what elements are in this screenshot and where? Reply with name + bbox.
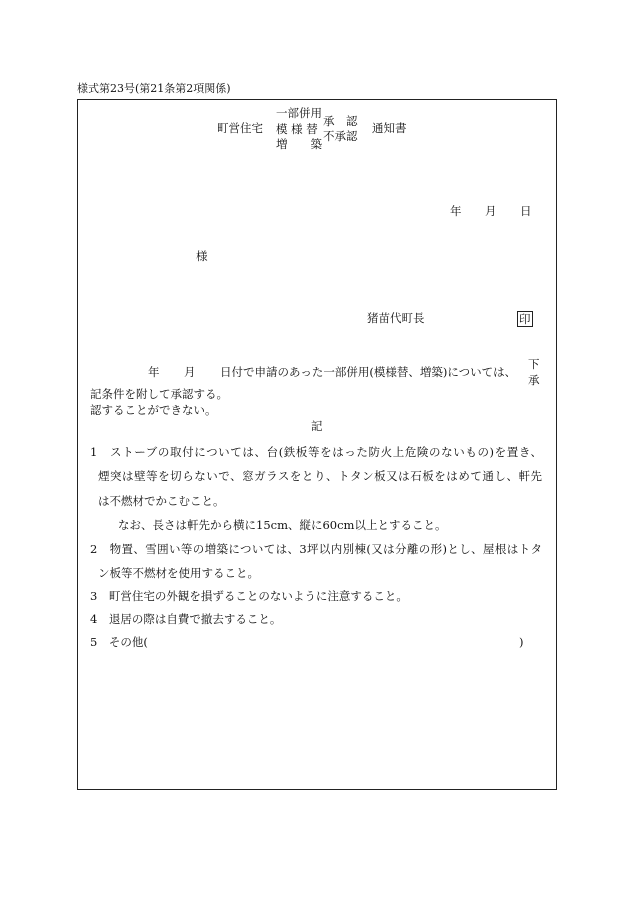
date-day-label: 日 — [520, 204, 532, 218]
condition-3-text: 町営住宅の外観を損ずることのないように注意すること。 — [108, 589, 408, 603]
body-line3: 認することができない。 — [90, 403, 217, 417]
ki-heading: 記 — [311, 419, 323, 433]
addressee-suffix: 様 — [196, 249, 208, 263]
condition-5 — [90, 636, 542, 650]
condition-2-line1 — [90, 543, 542, 557]
condition-2-text-2: ン板等不燃材を使用すること。 — [98, 566, 259, 580]
body-year-label: 年 — [148, 365, 160, 379]
condition-5-text: その他( — [108, 635, 148, 649]
condition-1-line2 — [98, 470, 542, 484]
condition-1-text-3: は不燃材でかこむこと。 — [98, 494, 225, 508]
title-part1: 町営住宅 — [217, 121, 263, 135]
condition-5-close-paren: ) — [519, 635, 524, 649]
body-alt-approve: 承 — [528, 373, 540, 387]
date-month-label: 月 — [485, 204, 497, 218]
condition-2-number: 2 — [90, 542, 98, 556]
date-year-label: 年 — [450, 204, 462, 218]
condition-1-line3 — [98, 495, 550, 509]
title-option-disapprove: 不承認 — [323, 129, 358, 143]
condition-2-text-1: 物置、雪囲い等の増築については、3坪以内別棟(又は分離の形)とし、屋根はトタ — [109, 542, 542, 556]
title-option-approve: 承 認 — [323, 114, 358, 128]
title-option-stack1 — [276, 106, 322, 153]
body-month-label: 月 — [184, 365, 196, 379]
body-alt-lower: 下 — [528, 357, 540, 371]
condition-3-number: 3 — [90, 589, 98, 603]
condition-4-number: 4 — [90, 612, 98, 626]
title-option-partial-use: 一部併用 — [276, 106, 322, 120]
title-option-stack2 — [323, 114, 358, 144]
condition-1-note-text: なお、長さは軒先から横に15cm、縦に60cm以上とすること。 — [118, 518, 447, 532]
form-number: 様式第23号(第21条第2項関係) — [77, 82, 231, 95]
issuer-name: 猪苗代町長 — [367, 311, 425, 325]
title-option-extension: 増 築 — [276, 137, 322, 151]
condition-1-note — [118, 519, 570, 533]
body-line1: 日付で申請のあった一部併用(模様替、増築)については、 — [220, 365, 517, 379]
condition-1-text-2: 煙突は壁等を切らないで、窓ガラスをとり、トタン板又は石板をはめて通し、軒先 — [98, 469, 542, 483]
condition-1-text-1: ストーブの取付については、台(鉄板等をはった防火上危険のないもの)を置き、 — [110, 445, 542, 459]
condition-2-line2 — [98, 567, 550, 581]
condition-4 — [90, 613, 542, 627]
seal-mark: 印 — [519, 312, 531, 326]
title-part3: 通知書 — [372, 121, 407, 135]
body-line2: 記条件を附して承認する。 — [90, 387, 228, 401]
condition-3 — [90, 590, 542, 604]
condition-1-line1 — [90, 446, 542, 460]
condition-5-number: 5 — [90, 635, 98, 649]
condition-1-number: 1 — [90, 445, 98, 459]
issuer-seal — [517, 311, 533, 327]
condition-4-text: 退居の際は自費で撤去すること。 — [108, 612, 282, 626]
title-option-remodel: 模 様 替 — [276, 121, 318, 136]
